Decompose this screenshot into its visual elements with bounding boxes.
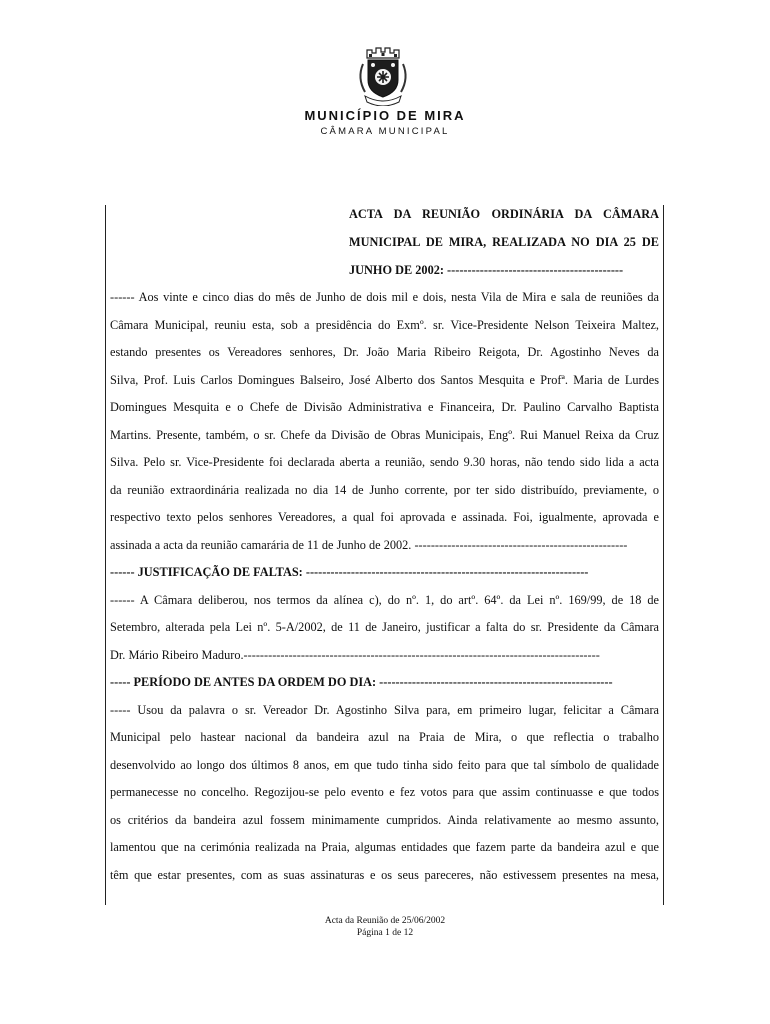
title-line: ACTA DA REUNIÃO ORDINÁRIA DA CÂMARA: [349, 207, 659, 221]
body-line: permanecesse no concelho. Regozijou-se pelo evento e fez votos para que assim continuasse e que todos: [110, 785, 659, 799]
municipal-coat-of-arms-logo: [353, 44, 413, 106]
body-line: os critérios da bandeira azul fossem minimamente cumpridos. Ainda relativamente ao mesmo assunto,: [110, 812, 659, 827]
body-line: ------ A Câmara deliberou, nos termos da alínea c), do nº. 1, do artº. 64º. da Lei nº. 169/99, de 18 de: [110, 592, 659, 607]
body-line: assinada a acta da reunião camarária de 11 de Junho de 2002. ----------------------------------------------------: [110, 537, 628, 552]
body-line: ------ Aos vinte e cinco dias do mês de Junho de dois mil e dois, nesta Vila de Mira e sala de reuniões da: [110, 290, 659, 304]
section-heading-periodo-antes-ordem-do-dia: ----- PERÍODO DE ANTES DA ORDEM DO DIA: ---------------------------------------------------------: [110, 675, 613, 689]
body-line: Silva, Prof. Luis Carlos Domingues Balseiro, José Alberto dos Santos Mesquita e Profª. Maria de Lurdes: [110, 372, 659, 387]
body-line: desenvolvido ao longo dos últimos 8 anos, em que tudo tinha sido feito para que tal símbolo de qualidade: [110, 757, 659, 772]
right-margin-rule: [663, 205, 664, 905]
body-line: da reunião extraordinária realizada no dia 14 de Junho corrente, por ter sido distribuído, previamente, o: [110, 482, 659, 497]
body-line: têm que estar presentes, com as suas assinaturas e os seus pareceres, não estivessem presentes na mesa,: [110, 867, 659, 882]
body-line: ----- Usou da palavra o sr. Vereador Dr. Agostinho Silva para, em primeiro lugar, felicitar a Câmara: [110, 702, 659, 717]
body-line: Silva. Pelo sr. Vice-Presidente foi declarada aberta a reunião, sendo 9.30 horas, não tendo sido lida a acta: [110, 455, 659, 469]
council-name: CÂMARA MUNICIPAL: [320, 126, 450, 137]
page-footer: [0, 915, 770, 939]
municipality-name: MUNICÍPIO DE MIRA: [304, 108, 466, 123]
minutes-title: [349, 205, 659, 289]
body-line: Câmara Municipal, reuniu esta, sob a presidência do Exmº. sr. Vice-Presidente Nelson Teixeira Maltez,: [110, 317, 659, 332]
body-line: Setembro, alterada pela Lei nº. 5-A/2002, de 11 de Janeiro, justificar a falta do sr. Presidente da Câmara: [110, 620, 659, 634]
footer-minutes-date: Acta da Reunião de 25/06/2002: [324, 916, 446, 926]
body-line: Domingues Mesquita e o Chefe de Divisão Administrativa e Financeira, Dr. Paulino Carvalho Baptista: [110, 400, 659, 414]
body-line: lamentou que na cerimónia realizada na Praia, algumas entidades que fazem parte da bandeira azul e que: [110, 840, 659, 854]
body-line: estando presentes os Vereadores senhores, Dr. João Maria Ribeiro Reigota, Dr. Agostinho Neves da: [110, 345, 659, 359]
body-line: Martins. Presente, também, o sr. Chefe da Divisão de Obras Municipais, Engº. Rui Manuel Reixa da Cruz: [110, 427, 659, 442]
footer-page-number: Página 1 de 12: [356, 928, 414, 938]
minutes-body: [110, 287, 659, 892]
left-margin-rule: [105, 205, 106, 905]
body-line: respectivo texto pelos senhores Vereadores, a qual foi aprovada e assinada. Foi, igualmente, aprovada e: [110, 510, 659, 524]
title-line: JUNHO DE 2002: -------------------------------------------: [349, 263, 624, 277]
section-heading-justificacao-de-faltas: ------ JUSTIFICAÇÃO DE FALTAS: ---------------------------------------------------------------------: [110, 565, 589, 579]
title-line: MUNICIPAL DE MIRA, REALIZADA NO DIA 25 DE: [349, 235, 659, 249]
body-line: Municipal pelo hastear nacional da bandeira azul na Praia de Mira, o que reflectia o trabalho: [110, 730, 659, 744]
body-line: Dr. Mário Ribeiro Maduro.---------------------------------------------------------------------------------------: [110, 647, 600, 662]
